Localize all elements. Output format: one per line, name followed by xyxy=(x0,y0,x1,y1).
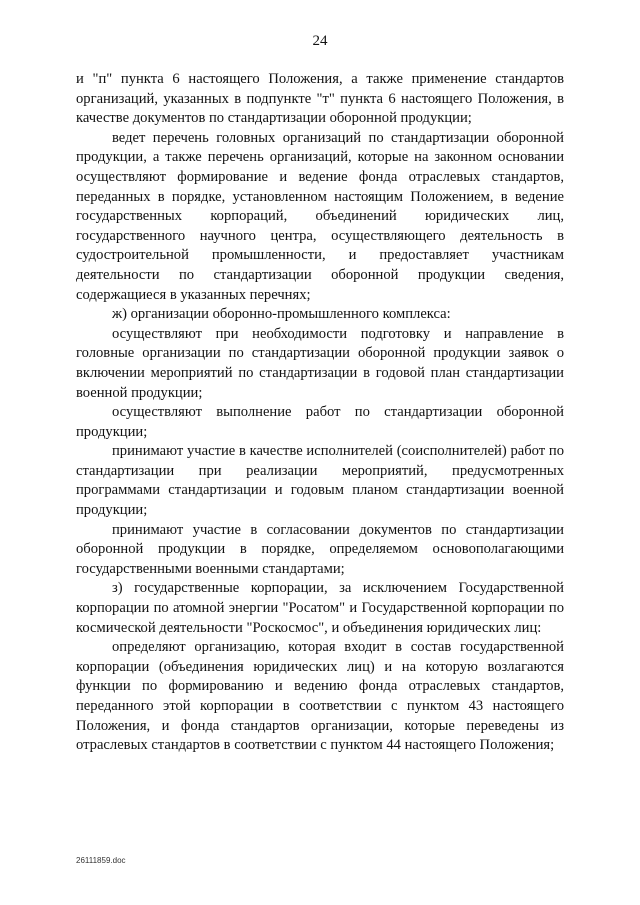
document-body xyxy=(76,70,564,756)
paragraph: осуществляют при необходимости подготовку и направление в головные организации по стандартизации оборонной продукции заявок о включении мероприятий по стандартизации в годовой план стандартизации военной продукции; xyxy=(76,325,564,401)
paragraph: осуществляют выполнение работ по стандартизации оборонной продукции; xyxy=(76,404,564,440)
paragraph: ведет перечень головных организаций по стандартизации оборонной продукции, а также перечень организаций, которые на законном основании осуществляют формирование и ведение фонда отраслевых стандартов, переданных в порядке, установленном настоящим Положением, в ведение государственных корпораций, объединений юридических лиц, государственного научного центра, осуществляющего деятельность в судостроительной промышленности, и предоставляет участникам деятельности по стандартизации оборонной продукции сведения, содержащиеся в указанных перечнях; xyxy=(76,129,564,303)
paragraph: и "п" пункта 6 настоящего Положения, а также применение стандартов организаций, указанных в подпункте "т" пункта 6 настоящего Положения, в качестве документов по стандартизации оборонной продукции; xyxy=(76,71,564,127)
page-number: 24 xyxy=(312,33,328,49)
paragraph: з) государственные корпорации, за исключением Государственной корпорации по атомной энергии "Росатом" и Государственной корпорации по космической деятельности "Роскосмос", и объединения юридических лиц: xyxy=(76,580,564,636)
file-name-footer: 26111859.doc xyxy=(76,856,126,865)
paragraph: определяют организацию, которая входит в состав государственной корпорации (объединения юридических лиц) и на которую возлагаются функции по формированию и ведению фонда отраслевых стандартов, переданного этой корпорации в соответствии с пунктом 43 настоящего Положения, и фонда стандартов организации, которые переведены из отраслевых стандартов в соответствии с пунктом 44 настоящего Положения; xyxy=(76,639,564,754)
paragraph: принимают участие в качестве исполнителей (соисполнителей) работ по стандартизации при реализации мероприятий, предусмотренных программами стандартизации и годовым планом стандартизации военной продукции; xyxy=(76,443,564,519)
paragraph: ж) организации оборонно-промышленного комплекса: xyxy=(112,306,451,323)
paragraph: принимают участие в согласовании документов по стандартизации оборонной продукции в порядке, определяемом основополагающими государственными военными стандартами; xyxy=(76,521,564,577)
